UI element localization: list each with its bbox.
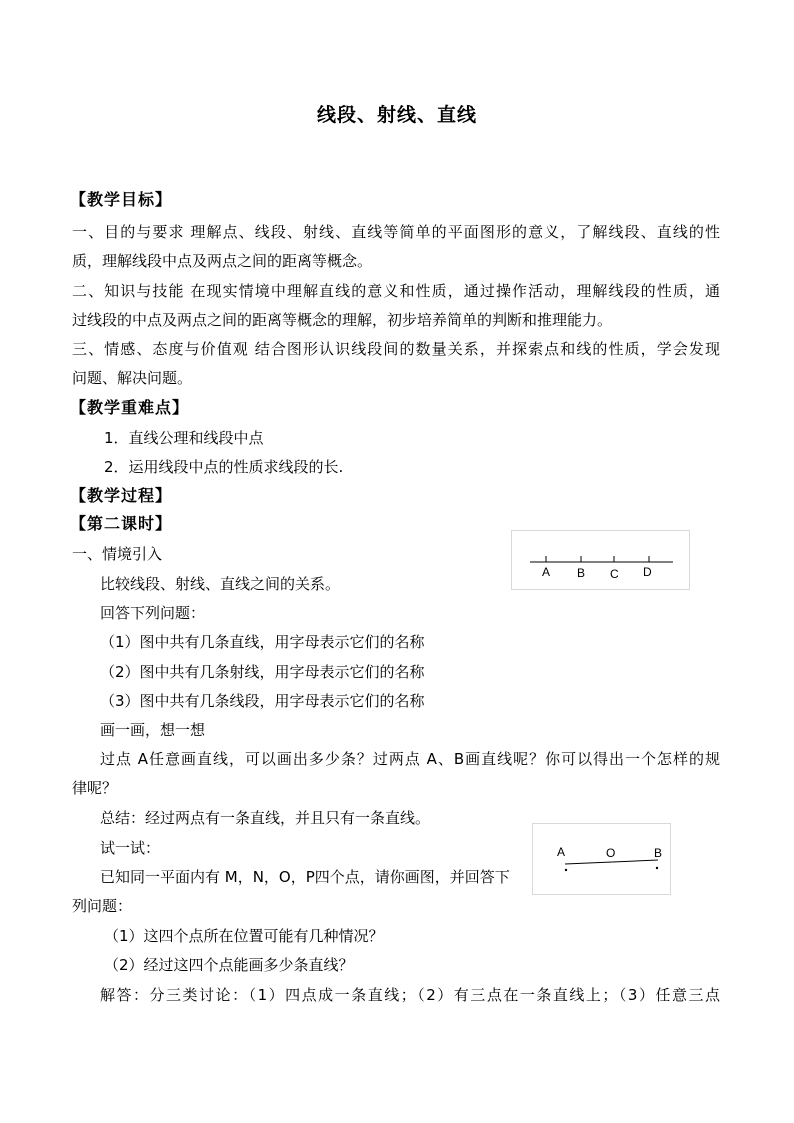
- figure-points-aob: [532, 823, 671, 895]
- try-question-2: （2）经过这四个点能画多少条直线？: [104, 956, 354, 974]
- question-3: （3）图中共有几条线段，用字母表示它们的名称: [100, 692, 425, 710]
- label-o: O: [606, 846, 616, 860]
- figure-line-points: [511, 530, 690, 590]
- draw-think-heading: 画一画，想一想: [100, 721, 206, 739]
- figure-1-svg: [512, 531, 689, 589]
- objectives-heading: 【教学目标】: [70, 190, 173, 209]
- answer-prompt: 回答下列问题：: [100, 604, 206, 622]
- objective-3-line-2: 问题、解决问题。: [72, 369, 193, 387]
- point-a: [565, 869, 567, 871]
- process-heading: 【教学过程】: [70, 486, 173, 505]
- point-b: [656, 867, 658, 869]
- known-line-2: 列问题：: [72, 897, 133, 915]
- try-question-1: （1）这四个点所在位置可能有几种情况？: [104, 927, 384, 945]
- question-1: （1）图中共有几条直线，用字母表示它们的名称: [100, 633, 425, 651]
- figure-2-svg: [533, 824, 670, 894]
- objective-2-line-2: 过线段的中点及两点之间的距离等概念的理解，初步培养简单的判断和推理能力。: [72, 311, 613, 329]
- known-line-1: 已知同一平面内有 M，N，O，P四个点，请你画图，并回答下: [100, 868, 510, 886]
- draw-question-line-2: 律呢？: [72, 779, 118, 797]
- summary-text: 总结：经过两点有一条直线，并且只有一条直线。: [100, 809, 431, 827]
- objective-2-line-1: 二、知识与技能 在现实情境中理解直线的意义和性质，通过操作活动，理解线段的性质，通: [72, 282, 720, 300]
- compare-text: 比较线段、射线、直线之间的关系。: [100, 575, 341, 593]
- label-a: A: [542, 565, 551, 579]
- question-2: （2）图中共有几条射线，用字母表示它们的名称: [100, 663, 425, 681]
- label-a: A: [557, 845, 566, 859]
- label-b: B: [654, 846, 663, 860]
- label-d: D: [643, 565, 652, 579]
- lesson-heading: 【第二课时】: [70, 514, 173, 533]
- objective-3-line-1: 三、情感、态度与价值观 结合图形认识线段间的数量关系，并探索点和线的性质，学会发现: [72, 340, 720, 358]
- solution-text: 解答：分三类讨论：（1）四点成一条直线；（2）有三点在一条直线上；（3）任意三点: [100, 986, 720, 1004]
- label-c: C: [610, 567, 619, 581]
- try-it-heading: 试一试：: [100, 839, 161, 857]
- intro-heading: 一、情境引入: [72, 545, 163, 563]
- keypoint-2: 2．运用线段中点的性质求线段的长.: [104, 458, 344, 476]
- figure-2-line: [565, 860, 658, 864]
- draw-question-line-1: 过点 A任意画直线，可以画出多少条？过两点 A、B画直线呢？你可以得出一个怎样的规: [100, 750, 720, 768]
- objective-1-line-2: 质，理解线段中点及两点之间的距离等概念。: [72, 252, 373, 270]
- page-title: 线段、射线、直线: [316, 104, 477, 126]
- objective-1-line-1: 一、目的与要求 理解点、线段、射线、直线等简单的平面图形的意义，了解线段、直线的性: [72, 223, 720, 241]
- label-b: B: [577, 566, 586, 580]
- keypoints-heading: 【教学重难点】: [70, 398, 190, 417]
- keypoint-1: 1．直线公理和线段中点: [104, 429, 264, 447]
